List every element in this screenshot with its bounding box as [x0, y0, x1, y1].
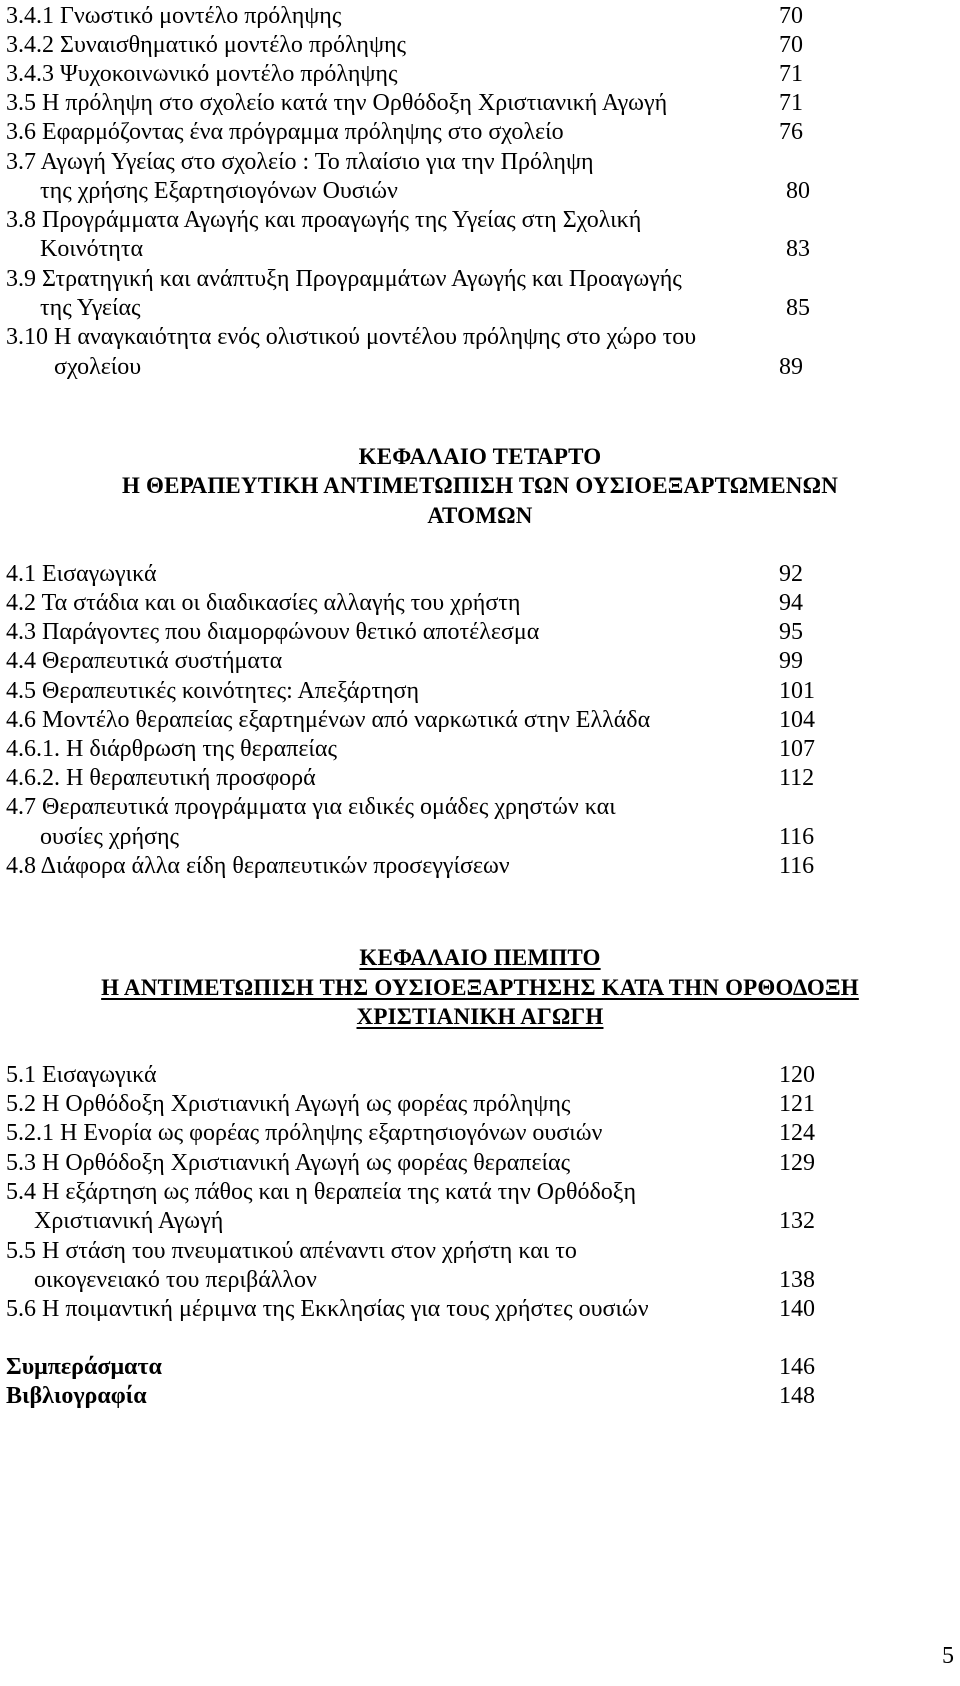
toc-entry-line: 4.6.2. Η θεραπευτική προσφορά [6, 765, 316, 791]
toc-entry-line: 4.8 Διάφορα άλλα είδη θεραπευτικών προσεγγίσεων [6, 853, 510, 879]
toc-entry-line: 3.9 Στρατηγική και ανάπτυξη Προγραμμάτων Αγωγής και Προαγωγής [6, 266, 682, 292]
toc-entry-line: 5.2.1 Η Ενορία ως φορέας πρόληψης εξαρτησιογόνων ουσιών [6, 1120, 603, 1146]
chapter-4-subtitle: ΑΤΟΜΩΝ [427, 503, 533, 528]
toc-page-number: 140 [779, 1296, 815, 1322]
toc-entry-line: σχολείου [54, 354, 142, 380]
toc-entry-line: 5.6 Η ποιμαντική μέριμνα της Εκκλησίας για τους χρήστες ουσιών [6, 1296, 649, 1322]
toc-page-number: 112 [779, 765, 815, 791]
toc-entry-line: 4.2 Τα στάδια και οι διαδικασίες αλλαγής του χρήστη [6, 590, 521, 616]
toc-page-number: 124 [779, 1120, 815, 1146]
chapter-5-subtitle: ΧΡΙΣΤΙΑΝΙΚΗ ΑΓΩΓΗ [356, 1004, 604, 1029]
toc-page-number: 95 [779, 619, 803, 645]
toc-entry-line: 4.7 Θεραπευτικά προγράμματα για ειδικές ομάδες χρηστών και [6, 794, 616, 820]
toc-entry-line: της χρήσης Εξαρτησιογόνων Ουσιών [40, 178, 398, 204]
toc-page-number: 76 [779, 119, 803, 145]
toc-entry-line: 4.6 Μοντέλο θεραπείας εξαρτημένων από ναρκωτικά στην Ελλάδα [6, 707, 651, 733]
toc-entry-line: 3.4.1 Γνωστικό μοντέλο πρόληψης [6, 3, 342, 29]
toc-page-number: 107 [779, 736, 815, 762]
toc-page-number: 132 [779, 1208, 815, 1234]
toc-page-number: 70 [779, 32, 803, 58]
toc-page-number: 99 [779, 648, 803, 674]
toc-page-number: 89 [779, 354, 803, 380]
toc-entry-line: 3.4.2 Συναισθηματικό μοντέλο πρόληψης [6, 32, 407, 58]
toc-page-number: 83 [786, 236, 810, 262]
toc-page-number: 104 [779, 707, 815, 733]
toc-page-number: 116 [779, 824, 815, 850]
chapter-5-subtitle: Η ΑΝΤΙΜΕΤΩΠΙΣΗ ΤΗΣ ΟΥΣΙΟΕΞΑΡΤΗΣΗΣ ΚΑΤΑ ΤΗΝ ΟΡΘΟΔΟΞΗ [101, 975, 859, 1000]
toc-entry-line: 4.5 Θεραπευτικές κοινότητες: Απεξάρτηση [6, 678, 420, 704]
chapter-4-subtitle: Η ΘΕΡΑΠΕΥΤΙΚΗ ΑΝΤΙΜΕΤΩΠΙΣΗ ΤΩΝ ΟΥΣΙΟΕΞΑΡΤΩΜΕΝΩΝ [121, 473, 839, 498]
toc-entry-line: 5.5 Η στάση του πνευματικού απέναντι στον χρήστη και το [6, 1238, 577, 1264]
toc-entry-line: 4.3 Παράγοντες που διαμορφώνουν θετικό αποτέλεσμα [6, 619, 540, 645]
toc-page-number: 71 [779, 90, 803, 116]
toc-entry-line: 5.2 Η Ορθόδοξη Χριστιανική Αγωγή ως φορέας πρόληψης [6, 1091, 571, 1117]
chapter-4-title: ΚΕΦΑΛΑΙΟ ΤΕΤΑΡΤΟ [358, 444, 602, 469]
toc-page-number: 138 [779, 1267, 815, 1293]
toc-page-number: 85 [786, 295, 810, 321]
toc-entry-line: 3.8 Προγράμματα Αγωγής και προαγωγής της Υγείας στη Σχολική [6, 207, 642, 233]
toc-entry-line: οικογενειακό του περιβάλλον [34, 1267, 317, 1293]
toc-page-number: 101 [779, 678, 815, 704]
toc-page-number: 129 [779, 1150, 815, 1176]
toc-entry-line: 5.1 Εισαγωγικά [6, 1062, 157, 1088]
toc-page-number: 120 [779, 1062, 815, 1088]
toc-entry-line: 3.6 Εφαρμόζοντας ένα πρόγραμμα πρόληψης στο σχολείο [6, 119, 564, 145]
toc-entry-line: Κοινότητα [40, 236, 144, 262]
page-number: 5 [942, 1643, 954, 1669]
toc-page-number: 148 [779, 1383, 815, 1409]
toc-entry-line: της Υγείας [40, 295, 141, 321]
toc-entry-line: 3.4.3 Ψυχοκοινωνικό μοντέλο πρόληψης [6, 61, 398, 87]
toc-page-number: 71 [779, 61, 803, 87]
toc-entry-line: 3.10 Η αναγκαιότητα ενός ολιστικού μοντέλου πρόληψης στο χώρο του [6, 324, 697, 350]
toc-entry-line: 4.1 Εισαγωγικά [6, 561, 157, 587]
toc-page-number: 146 [779, 1354, 815, 1380]
back-matter-label: Συμπεράσματα [6, 1354, 162, 1380]
toc-page-number: 116 [779, 853, 815, 879]
toc-entry-line: Χριστιανική Αγωγή [34, 1208, 224, 1234]
toc-page-number: 94 [779, 590, 803, 616]
toc-entry-line: ουσίες χρήσης [40, 824, 180, 850]
toc-entry-line: 5.3 Η Ορθόδοξη Χριστιανική Αγωγή ως φορέας θεραπείας [6, 1150, 571, 1176]
toc-entry-line: 4.6.1. Η διάρθρωση της θεραπείας [6, 736, 337, 762]
toc-entry-line: 3.7 Αγωγή Υγείας στο σχολείο : Το πλαίσιο για την Πρόληψη [6, 149, 594, 175]
toc-page-number: 70 [779, 3, 803, 29]
toc-entry-line: 3.5 Η πρόληψη στο σχολείο κατά την Ορθόδοξη Χριστιανική Αγωγή [6, 90, 668, 116]
toc-entry-line: 4.4 Θεραπευτικά συστήματα [6, 648, 283, 674]
chapter-5-title: ΚΕΦΑΛΑΙΟ ΠΕΜΠΤΟ [359, 945, 601, 970]
toc-page-number: 92 [779, 561, 803, 587]
back-matter-label: Βιβλιογραφία [6, 1383, 147, 1409]
toc-page-number: 80 [786, 178, 810, 204]
toc-entry-line: 5.4 Η εξάρτηση ως πάθος και η θεραπεία της κατά την Ορθόδοξη [6, 1179, 637, 1205]
toc-page-number: 121 [779, 1091, 815, 1117]
